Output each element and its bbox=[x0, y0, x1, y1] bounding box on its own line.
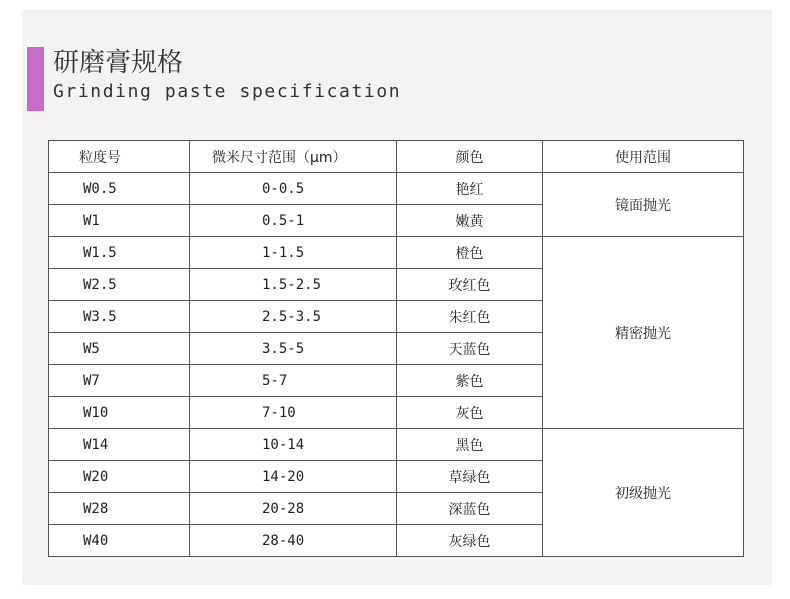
table-row bbox=[49, 429, 744, 461]
title-chinese: 研磨膏规格 bbox=[53, 48, 184, 78]
range-cell: 20-28 bbox=[190, 493, 397, 525]
header-row bbox=[49, 141, 744, 173]
grade-cell: W7 bbox=[49, 365, 190, 397]
grade-cell: W2.5 bbox=[49, 269, 190, 301]
range-cell: 3.5-5 bbox=[190, 333, 397, 365]
color-cell: 玫红色 bbox=[397, 269, 543, 301]
color-cell: 深蓝色 bbox=[397, 493, 543, 525]
color-cell: 草绿色 bbox=[397, 461, 543, 493]
grade-cell: W1.5 bbox=[49, 237, 190, 269]
usage-cell-basic: 初级抛光 bbox=[543, 429, 744, 557]
title-english: Grinding paste specification bbox=[53, 81, 402, 102]
color-cell: 灰色 bbox=[397, 397, 543, 429]
color-cell: 天蓝色 bbox=[397, 333, 543, 365]
color-cell: 橙色 bbox=[397, 237, 543, 269]
header-grade: 粒度号 bbox=[49, 141, 190, 173]
header-micron-range: 微米尺寸范围（μm） bbox=[190, 141, 397, 173]
range-cell: 2.5-3.5 bbox=[190, 301, 397, 333]
grade-cell: W5 bbox=[49, 333, 190, 365]
range-cell: 28-40 bbox=[190, 525, 397, 557]
header-usage: 使用范围 bbox=[543, 141, 744, 173]
color-cell: 嫩黄 bbox=[397, 205, 543, 237]
color-cell: 紫色 bbox=[397, 365, 543, 397]
grade-cell: W20 bbox=[49, 461, 190, 493]
usage-cell-precision: 精密抛光 bbox=[543, 237, 744, 429]
range-cell: 0.5-1 bbox=[190, 205, 397, 237]
range-cell: 1-1.5 bbox=[190, 237, 397, 269]
grade-cell: W14 bbox=[49, 429, 190, 461]
color-cell: 灰绿色 bbox=[397, 525, 543, 557]
range-cell: 10-14 bbox=[190, 429, 397, 461]
range-cell: 14-20 bbox=[190, 461, 397, 493]
grade-cell: W1 bbox=[49, 205, 190, 237]
color-cell: 朱红色 bbox=[397, 301, 543, 333]
color-cell: 艳红 bbox=[397, 173, 543, 205]
grade-cell: W3.5 bbox=[49, 301, 190, 333]
grade-cell: W28 bbox=[49, 493, 190, 525]
accent-bar bbox=[27, 47, 44, 111]
range-cell: 1.5-2.5 bbox=[190, 269, 397, 301]
grade-cell: W0.5 bbox=[49, 173, 190, 205]
range-cell: 7-10 bbox=[190, 397, 397, 429]
header-color: 颜色 bbox=[397, 141, 543, 173]
grade-cell: W10 bbox=[49, 397, 190, 429]
table-row bbox=[49, 237, 744, 269]
color-cell: 黑色 bbox=[397, 429, 543, 461]
range-cell: 0-0.5 bbox=[190, 173, 397, 205]
usage-cell-mirror: 镜面抛光 bbox=[543, 173, 744, 237]
specification-table bbox=[48, 140, 744, 557]
table-row bbox=[49, 173, 744, 205]
range-cell: 5-7 bbox=[190, 365, 397, 397]
grade-cell: W40 bbox=[49, 525, 190, 557]
